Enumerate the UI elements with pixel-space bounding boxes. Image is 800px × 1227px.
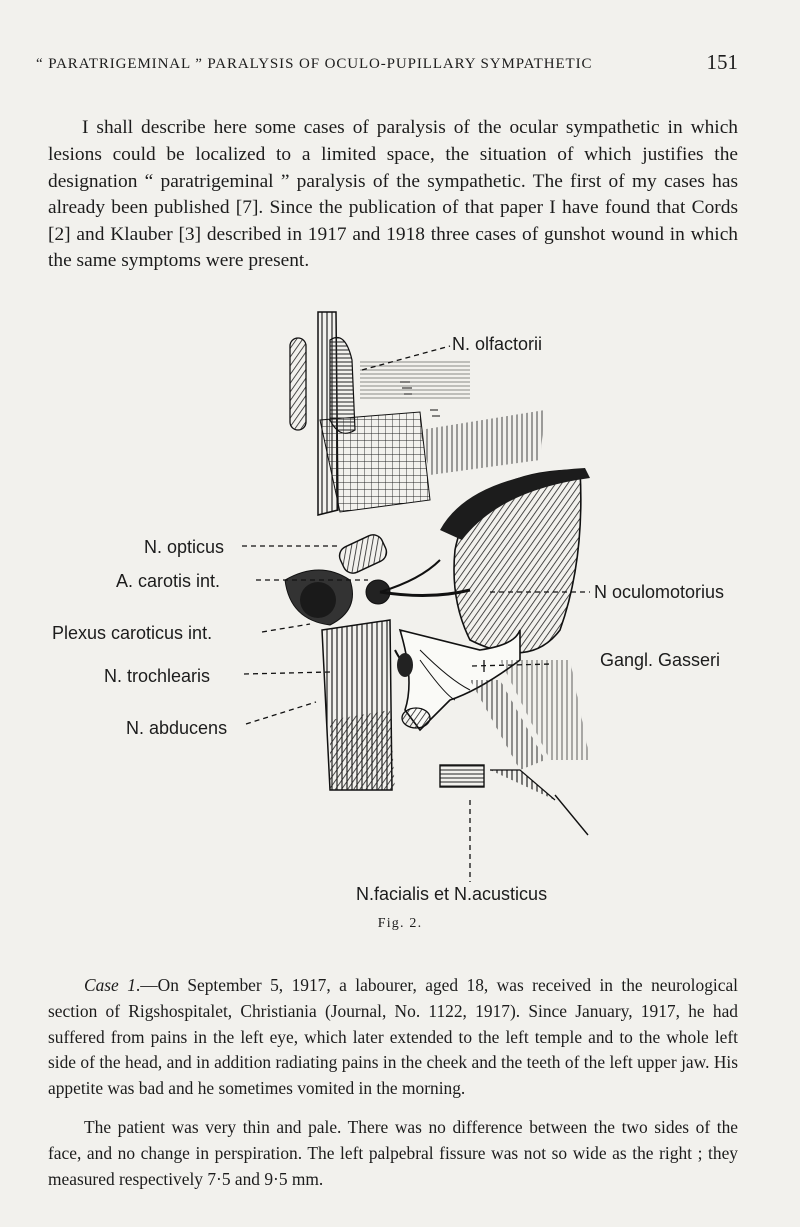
running-title: “ PARATRIGEMINAL ” PARALYSIS OF OCULO-PUPILLARY SYMPATHETIC [36, 56, 593, 72]
patient-description-paragraph: The patient was very thin and pale. There was no difference between the two sides of the face, and no change in perspiration. The left palpebral fissure was not so wide as the right ; they measured respectively 7·5 and 9·5 mm. [48, 1117, 738, 1189]
anatomical-figure [0, 300, 800, 920]
label-n-trochlearis: N. trochlearis [104, 666, 211, 686]
figure-caption: Fig. 2. [377, 916, 423, 931]
label-n-facialis-acusticus: N.facialis et N.acusticus [356, 884, 548, 904]
label-n-abducens: N. abducens [126, 718, 228, 738]
label-n-oculomotorius: N oculomotorius [594, 582, 725, 602]
label-n-olfactorii: N. olfactorii [452, 334, 543, 354]
intro-paragraph: I shall describe here some cases of paralysis of the ocular sympathetic in which lesions could be localized to a limited space, the situation of which justifies the designation “ paratrigeminal ” paralysis of the sympathetic. The first of my cases has already been published [7]. Since the publication of that paper I have found that Cords [2] and Klauber [3] described in 1917 and 1918 three cases of gunshot wound in which the same symptoms were present. [48, 117, 738, 272]
case-1-text: .—On September 5, 1917, a labourer, aged 18, was received in the neurological section of Rigshospitalet, Christiania (Journal, No. 1122, 1917). Since January, 1917, he had suffered from pains in the left eye, which later extended to the left temple and to the whole left side of the head, and in addition radiating pains in the cheek and the teeth of the left upper jaw. His appetite was bad and he sometimes vomited in the morning. [48, 975, 738, 1098]
label-n-opticus: N. opticus [144, 537, 225, 557]
case-1-paragraph [48, 973, 738, 1101]
running-header [36, 48, 746, 78]
label-gangl-gasseri: Gangl. Gasseri [600, 650, 721, 670]
case-label: Case 1 [84, 975, 136, 996]
page-number: 151 [706, 50, 738, 74]
figure-drawing [0, 300, 800, 920]
label-plexus-caroticus: Plexus caroticus int. [52, 623, 213, 643]
label-a-carotis: A. carotis int. [116, 571, 221, 591]
